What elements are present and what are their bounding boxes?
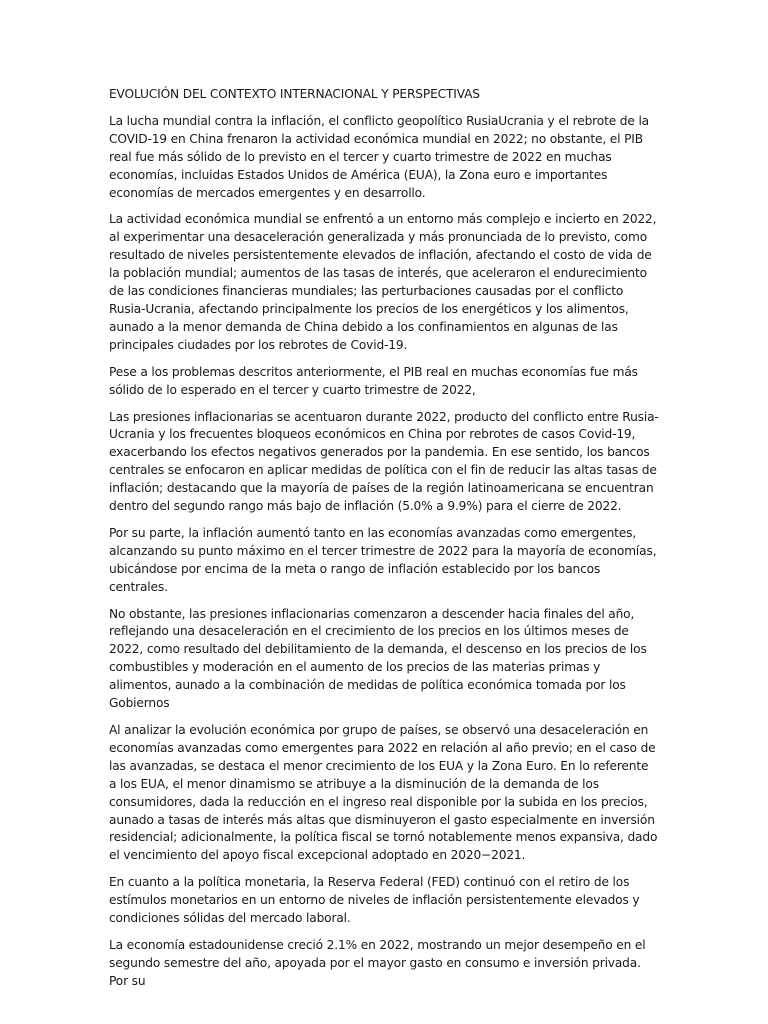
document-page (109, 86, 659, 1000)
paragraph: La lucha mundial contra la inflación, el conflicto geopolítico RusiaUcrania y el rebrote de la COVID-19 en China frenaron la actividad económica mundial en 2022; no obstante, el PIB real fue más sólido de lo previsto en el tercer y cuarto trimestre de 2022 en muchas economías, incluidas Estados Unidos de América (EUA), la Zona euro e importantes economías de mercados emergentes y en desarrollo. (109, 113, 649, 200)
paragraph: La actividad económica mundial se enfrentó a un entorno más complejo e incierto en 2022, al experimentar una desaceleración generalizada y más pronunciada de lo previsto, como resultado de niveles persistentemente elevados de inflación, afectando el costo de vida de la población mundial; aumentos de las tasas de interés, que aceleraron el endurecimiento de las condiciones financieras mundiales; las perturbaciones causadas por el conflicto Rusia-Ucrania, afectando principalmente los precios de los energéticos y los alimentos, aunado a la menor demanda de China debido a los confinamientos en algunas de las principales ciudades por los rebrotes de Covid-19. (109, 212, 657, 352)
paragraph: Las presiones inflacionarias se acentuaron durante 2022, producto del conflicto entre Rusia-Ucrania y los frecuentes bloqueos económicos en China por rebrotes de casos Covid-19, exacerbando los efectos negativos generados por la pandemia. En ese sentido, los bancos centrales se enfocaron en aplicar medidas de política con el fin de reducir las altas tasas de inflación; destacando que la mayoría de países de la región latinoamericana se encuentran dentro del segundo rango más bajo de inflación (5.0% a 9.9%) para el cierre de 2022. (109, 409, 659, 514)
paragraph: Por su parte, la inflación aumentó tanto en las economías avanzadas como emergentes, alcanzando su punto máximo en el tercer trimestre de 2022 para la mayoría de economías, ubicándose por encima de la meta o rango de inflación establecido por los bancos centrales. (109, 525, 657, 594)
paragraph: No obstante, las presiones inflacionarias comenzaron a descender hacia finales del año, reflejando una desaceleración en el crecimiento de los precios en los últimos meses de 2022, como resultado del debilitamiento de la demanda, el descenso en los precios de los combustibles y moderación en el aumento de los precios de las materias primas y alimentos, aunado a la combinación de medidas de política económica tomada por los Gobiernos (109, 606, 647, 711)
document-title: EVOLUCIÓN DEL CONTEXTO INTERNACIONAL Y PERSPECTIVAS (109, 87, 480, 101)
paragraph: La economía estadounidense creció 2.1% en 2022, mostrando un mejor desempeño en el segundo semestre del año, apoyada por el mayor gasto en consumo e inversión privada. Por su (109, 937, 646, 988)
paragraph: En cuanto a la política monetaria, la Reserva Federal (FED) continuó con el retiro de los estímulos monetarios en un entorno de niveles de inflación persistentemente elevados y condiciones sólidas del mercado laboral. (109, 875, 640, 926)
paragraph: Al analizar la evolución económica por grupo de países, se observó una desaceleración en economías avanzadas como emergentes para 2022 en relación al año previo; en el caso de las avanzadas, se destaca el menor crecimiento de los EUA y la Zona Euro. En lo referente a los EUA, el menor dinamismo se atribuye a la disminución de la demanda de los consumidores, dada la reducción en el ingreso real disponible por la subida en los precios, aunado a tasas de interés más altas que disminuyeron el gasto especialmente en inversión residencial; adicionalmente, la política fiscal se tornó notablemente menos expansiva, dado el vencimiento del apoyo fiscal excepcional adoptado en 2020−2021. (109, 723, 658, 863)
paragraph: Pese a los problemas descritos anteriormente, el PIB real en muchas economías fue más sólido de lo esperado en el tercer y cuarto trimestre de 2022, (109, 364, 638, 397)
